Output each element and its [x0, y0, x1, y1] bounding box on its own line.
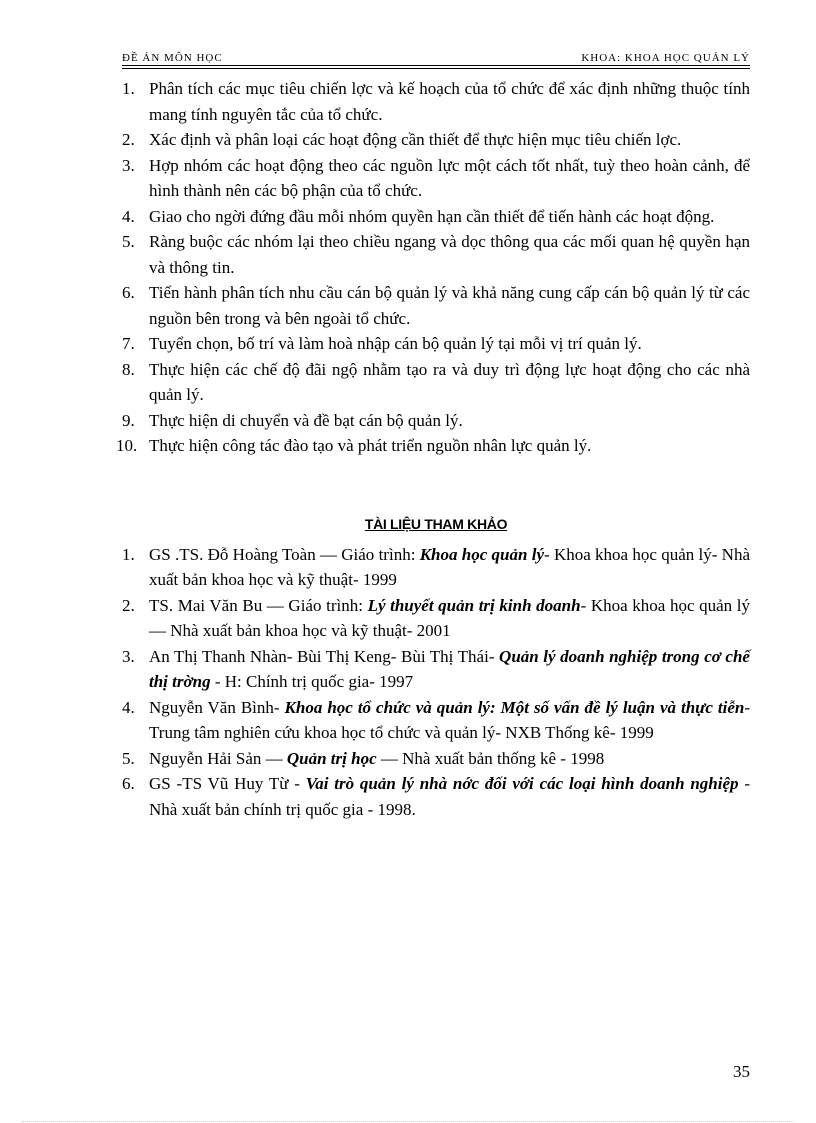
- reference-title: Quản lý doanh nghiệp trong cơ chế thị trờng: [149, 646, 750, 691]
- list-item: [122, 357, 750, 408]
- reference-tail: - H: Chính trị quốc gia- 1997: [210, 672, 414, 691]
- reference-lead: Nguyễn Hải Sản —: [149, 748, 287, 768]
- list-item: [122, 204, 750, 230]
- item-text: Xác định và phân loại các hoạt động cần thiết để thực hiện mục tiêu chiến lợc.: [149, 130, 682, 149]
- item-number: 1.: [122, 544, 135, 564]
- item-text: Tiến hành phân tích nhu cầu cán bộ quản lý và khả năng cung cấp cán bộ quản lý từ các nguồn bên trong và bên ngoài tổ chức.: [149, 283, 750, 328]
- item-number: 5.: [122, 748, 135, 768]
- item-number: 6.: [122, 774, 135, 793]
- item-number: 3.: [122, 646, 135, 666]
- list-item: [122, 331, 750, 357]
- reference-item: [122, 644, 750, 695]
- list-item: [122, 280, 750, 331]
- footer-divider: [22, 1121, 794, 1122]
- item-number: 10.: [116, 436, 138, 455]
- item-number: 5.: [122, 232, 135, 251]
- header-rule: [122, 65, 750, 66]
- item-number: 7.: [122, 334, 135, 353]
- list-item: [122, 153, 750, 204]
- item-text: Phân tích các mục tiêu chiến lợc và kế hoạch của tổ chức để xác định những thuộc tính mang tính nguyên tắc của tổ chức.: [149, 79, 750, 124]
- item-text: Hợp nhóm các hoạt động theo các nguồn lực một cách tốt nhất, tuỳ theo hoàn cảnh, để hình thành nên các bộ phận của tổ chức.: [149, 155, 750, 200]
- reference-tail: - Khoa khoa học quản lý — Nhà xuất bản khoa học và kỹ thuật- 2001: [149, 595, 751, 640]
- reference-lead: Nguyễn Văn Bình-: [149, 697, 285, 717]
- item-number: 9.: [122, 410, 135, 430]
- page-number: 35: [733, 1062, 750, 1081]
- item-text: Thực hiện di chuyển và đề bạt cán bộ quản lý.: [149, 410, 463, 430]
- reference-tail: - Nhà xuất bản chính trị quốc gia - 1998.: [149, 774, 750, 819]
- steps-list: [116, 76, 750, 459]
- item-number: 4.: [122, 206, 135, 226]
- header-rule-thin: [122, 68, 750, 69]
- reference-title: Khoa học tổ chức và quản lý: Một số vấn đề lý luận và thực tiễn: [284, 697, 745, 717]
- reference-tail: - Khoa khoa học quản lý- Nhà xuất bản khoa học và kỹ thuật- 1999: [149, 544, 751, 589]
- item-number: 6.: [122, 283, 135, 302]
- list-item: [122, 408, 750, 434]
- reference-item: [122, 771, 750, 822]
- item-number: 4.: [122, 697, 135, 717]
- reference-title: Lý thuyết quản trị kinh doanh: [367, 595, 581, 615]
- item-number: 8.: [122, 359, 135, 379]
- reference-lead: GS .TS. Đỗ Hoàng Toàn — Giáo trình:: [149, 544, 420, 564]
- references-list: [122, 542, 750, 823]
- item-number: 2.: [122, 595, 135, 615]
- header-left: ĐỀ ÁN MÔN HỌC: [122, 52, 223, 64]
- item-text: Thực hiện công tác đào tạo và phát triển nguồn nhân lực quản lý.: [149, 436, 592, 455]
- reference-title: Khoa học quản lý: [419, 544, 545, 564]
- item-text: Giao cho ngời đứng đầu mỗi nhóm quyền hạn cần thiết để tiến hành các hoạt động.: [149, 206, 715, 226]
- page-content: [116, 76, 751, 822]
- list-item: [122, 127, 750, 153]
- list-item: [116, 433, 750, 459]
- item-number: 2.: [122, 130, 135, 149]
- header-right: KHOA: KHOA HỌC QUẢN LÝ: [581, 52, 750, 64]
- list-item: [122, 76, 750, 127]
- item-text: Ràng buộc các nhóm lại theo chiều ngang và dọc thông qua các mối quan hệ quyền hạn và thông tin.: [149, 232, 750, 277]
- reference-item: [122, 746, 750, 772]
- reference-title: Vai trò quản lý nhà nớc đối với các loại hình doanh nghiệp: [305, 774, 739, 793]
- reference-lead: TS. Mai Văn Bu — Giáo trình:: [149, 595, 368, 615]
- reference-lead: GS -TS Vũ Huy Từ -: [149, 774, 306, 793]
- item-number: 1.: [122, 79, 135, 98]
- reference-item: [122, 695, 750, 746]
- reference-tail: — Nhà xuất bản thống kê - 1998: [376, 748, 605, 768]
- page-header: [122, 42, 750, 64]
- list-item: [122, 229, 750, 280]
- references-title: TÀI LIỆU THAM KHẢO: [364, 515, 508, 532]
- item-text: Thực hiện các chế độ đãi ngộ nhằm tạo ra và duy trì động lực hoạt động cho các nhà quản lý.: [149, 359, 750, 404]
- item-number: 3.: [122, 155, 135, 175]
- reference-item: [122, 593, 750, 644]
- reference-lead: An Thị Thanh Nhàn- Bùi Thị Keng- Bùi Thị Thái-: [149, 646, 500, 666]
- reference-title: Quản trị học: [286, 748, 377, 768]
- item-text: Tuyển chọn, bố trí và làm hoà nhập cán bộ quản lý tại mỗi vị trí quản lý.: [149, 334, 642, 353]
- reference-item: [122, 542, 750, 593]
- reference-tail: - Trung tâm nghiên cứu khoa học tổ chức và quản lý- NXB Thống kê- 1999: [149, 697, 751, 742]
